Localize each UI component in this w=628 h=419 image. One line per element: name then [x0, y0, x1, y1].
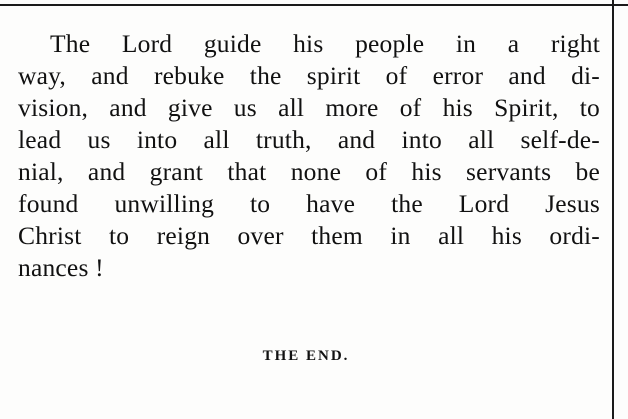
right-border-rule: [612, 0, 614, 419]
text-line: nial, and grant that none of his servants be: [18, 157, 600, 186]
text-line: vision, and give us all more of his Spirit, to: [18, 93, 600, 122]
text-line: Christ to reign over them in all his ordi-: [18, 221, 600, 250]
closing-paragraph: [18, 28, 600, 284]
text-line: lead us into all truth, and into all self-de-: [18, 125, 600, 154]
text-line: nances !: [18, 253, 104, 282]
text-line: way, and rebuke the spirit of error and di-: [18, 61, 600, 90]
top-border-rule: [0, 4, 628, 6]
text-line: The Lord guide his people in a right: [50, 29, 600, 58]
text-line: found unwilling to have the Lord Jesus: [18, 189, 600, 218]
the-end-heading: THE END.: [262, 348, 350, 364]
